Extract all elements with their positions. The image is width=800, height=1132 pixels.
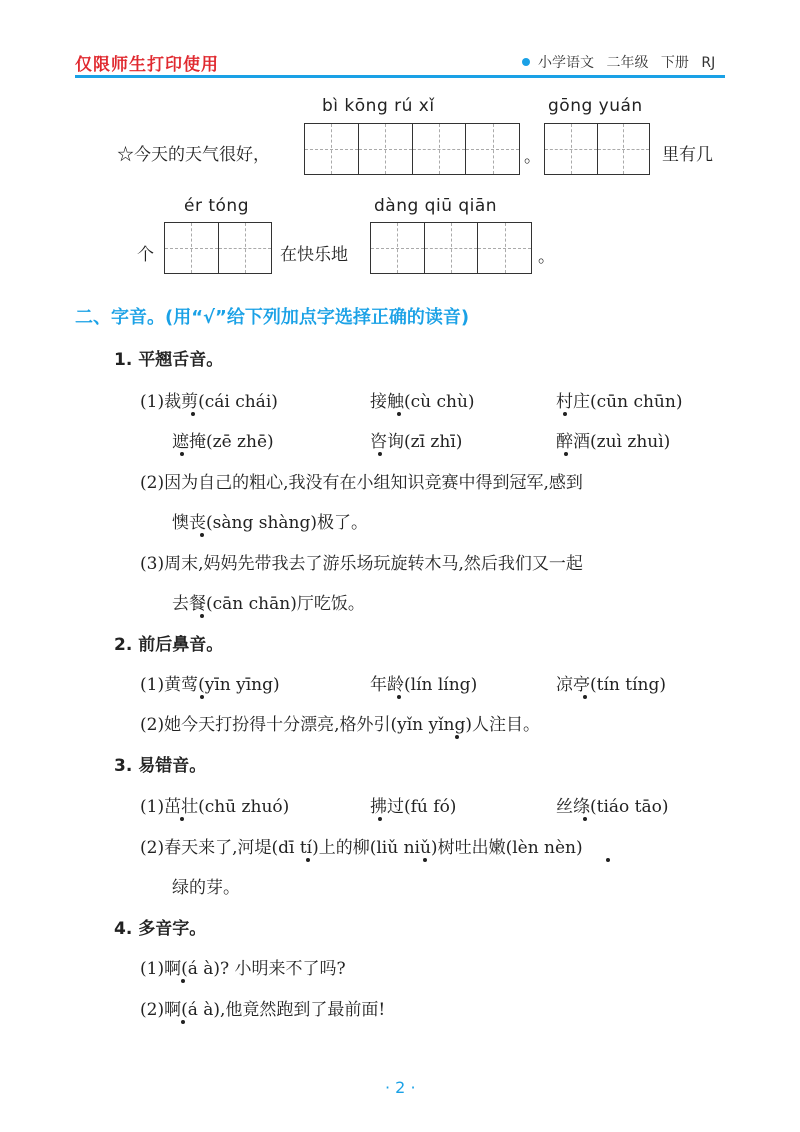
word-item: (1)茁壮(chū zhuó) [140, 797, 290, 817]
grid-cell[interactable] [359, 124, 413, 174]
answer-grid-1[interactable] [304, 123, 520, 175]
grid-cell[interactable] [305, 124, 359, 174]
pinyin-gong-yuan: gōng yuán [548, 96, 643, 116]
book-info: 小学语文 二年级 下册 RJ [538, 55, 716, 71]
emphasis-dot [583, 817, 587, 821]
word-item: 遮掩(zē zhē) [172, 432, 274, 452]
sentence: (2)啊(á à),他竟然跑到了最前面! [140, 1000, 386, 1020]
sentence: 去餐(cān chān)厅吃饭。 [172, 594, 365, 614]
bullet-dot-icon [522, 58, 530, 66]
print-notice: 仅限师生打印使用 [75, 55, 219, 75]
group-heading: 3. 易错音。 [114, 756, 207, 776]
grid-cell[interactable] [413, 124, 467, 174]
emphasis-dot [563, 412, 567, 416]
emphasis-dot [606, 858, 610, 862]
word-item: (1)裁剪(cái chái) [140, 392, 278, 412]
word-item: 凉亭(tín tíng) [556, 675, 666, 695]
grid-cell[interactable] [165, 223, 219, 273]
word-item: 醉酒(zuì zhuì) [556, 432, 671, 452]
word-item: 拂过(fú fó) [370, 797, 457, 817]
emphasis-dot [397, 412, 401, 416]
emphasis-dot [200, 614, 204, 618]
grid-cell[interactable] [425, 223, 479, 273]
emphasis-dot [455, 735, 459, 739]
group-heading: 2. 前后鼻音。 [114, 635, 224, 655]
emphasis-dot [200, 695, 204, 699]
emphasis-dot [180, 817, 184, 821]
answer-grid-3[interactable] [164, 222, 272, 274]
word-item: (1)黄莺(yīn yīng) [140, 675, 280, 695]
emphasis-dot [181, 979, 185, 983]
word-item: 村庄(cūn chūn) [556, 392, 683, 412]
pinyin-dang-qiu-qian: dàng qiū qiān [374, 196, 498, 216]
grid-cell[interactable] [466, 124, 519, 174]
emphasis-dot [181, 1020, 185, 1024]
emphasis-dot [200, 533, 204, 537]
word-item: 接触(cù chù) [370, 392, 475, 412]
sentence: (1)啊(á à)? 小明来不了吗? [140, 959, 346, 979]
header-divider [75, 75, 725, 78]
answer-grid-4[interactable] [370, 222, 532, 274]
sentence: 绿的芽。 [172, 878, 240, 898]
emphasis-dot [306, 858, 310, 862]
fill-in-line1-prefix: ☆今天的天气很好， [117, 145, 270, 165]
fill-in-line1-suffix: 里有几 [662, 145, 713, 165]
emphasis-dot [378, 452, 382, 456]
period-1: 。 [524, 147, 541, 167]
fill-in-line2-middle: 在快乐地 [280, 245, 348, 265]
emphasis-dot [191, 412, 195, 416]
sentence: 懊丧(sàng shàng)极了。 [172, 513, 368, 533]
section-title: 二、字音。(用“√”给下列加点字选择正确的读音) [75, 307, 470, 328]
emphasis-dot [378, 817, 382, 821]
grid-cell[interactable] [219, 223, 272, 273]
fill-in-line2-prefix: 个 [137, 245, 154, 265]
word-item: 咨询(zī zhī) [370, 432, 463, 452]
answer-grid-2[interactable] [544, 123, 650, 175]
grid-cell[interactable] [478, 223, 531, 273]
emphasis-dot [180, 452, 184, 456]
grid-cell[interactable] [371, 223, 425, 273]
period-2: 。 [538, 247, 555, 267]
emphasis-dot [564, 452, 568, 456]
emphasis-dot [583, 695, 587, 699]
page-number: · 2 · [385, 1078, 416, 1097]
pinyin-bi-kong-ru-xi: bì kōng rú xǐ [322, 96, 435, 116]
emphasis-dot [423, 858, 427, 862]
sentence: (2)春天来了,河堤(dī tí)上的柳(liǔ niǔ)树吐出嫩(lèn nèn) [140, 838, 583, 858]
emphasis-dot [397, 695, 401, 699]
grid-cell[interactable] [598, 124, 650, 174]
word-item: 丝绦(tiáo tāo) [556, 797, 669, 817]
word-item: 年龄(lín líng) [370, 675, 478, 695]
sentence: (2)因为自己的粗心,我没有在小组知识竞赛中得到冠军,感到 [140, 473, 583, 493]
group-heading: 4. 多音字。 [114, 919, 207, 939]
group-heading: 1. 平翘舌音。 [114, 350, 224, 370]
sentence: (2)她今天打扮得十分漂亮,格外引(yǐn yǐng)人注目。 [140, 715, 541, 735]
grid-cell[interactable] [545, 124, 598, 174]
pinyin-er-tong: ér tóng [184, 196, 249, 216]
sentence: (3)周末,妈妈先带我去了游乐场玩旋转木马,然后我们又一起 [140, 554, 583, 574]
